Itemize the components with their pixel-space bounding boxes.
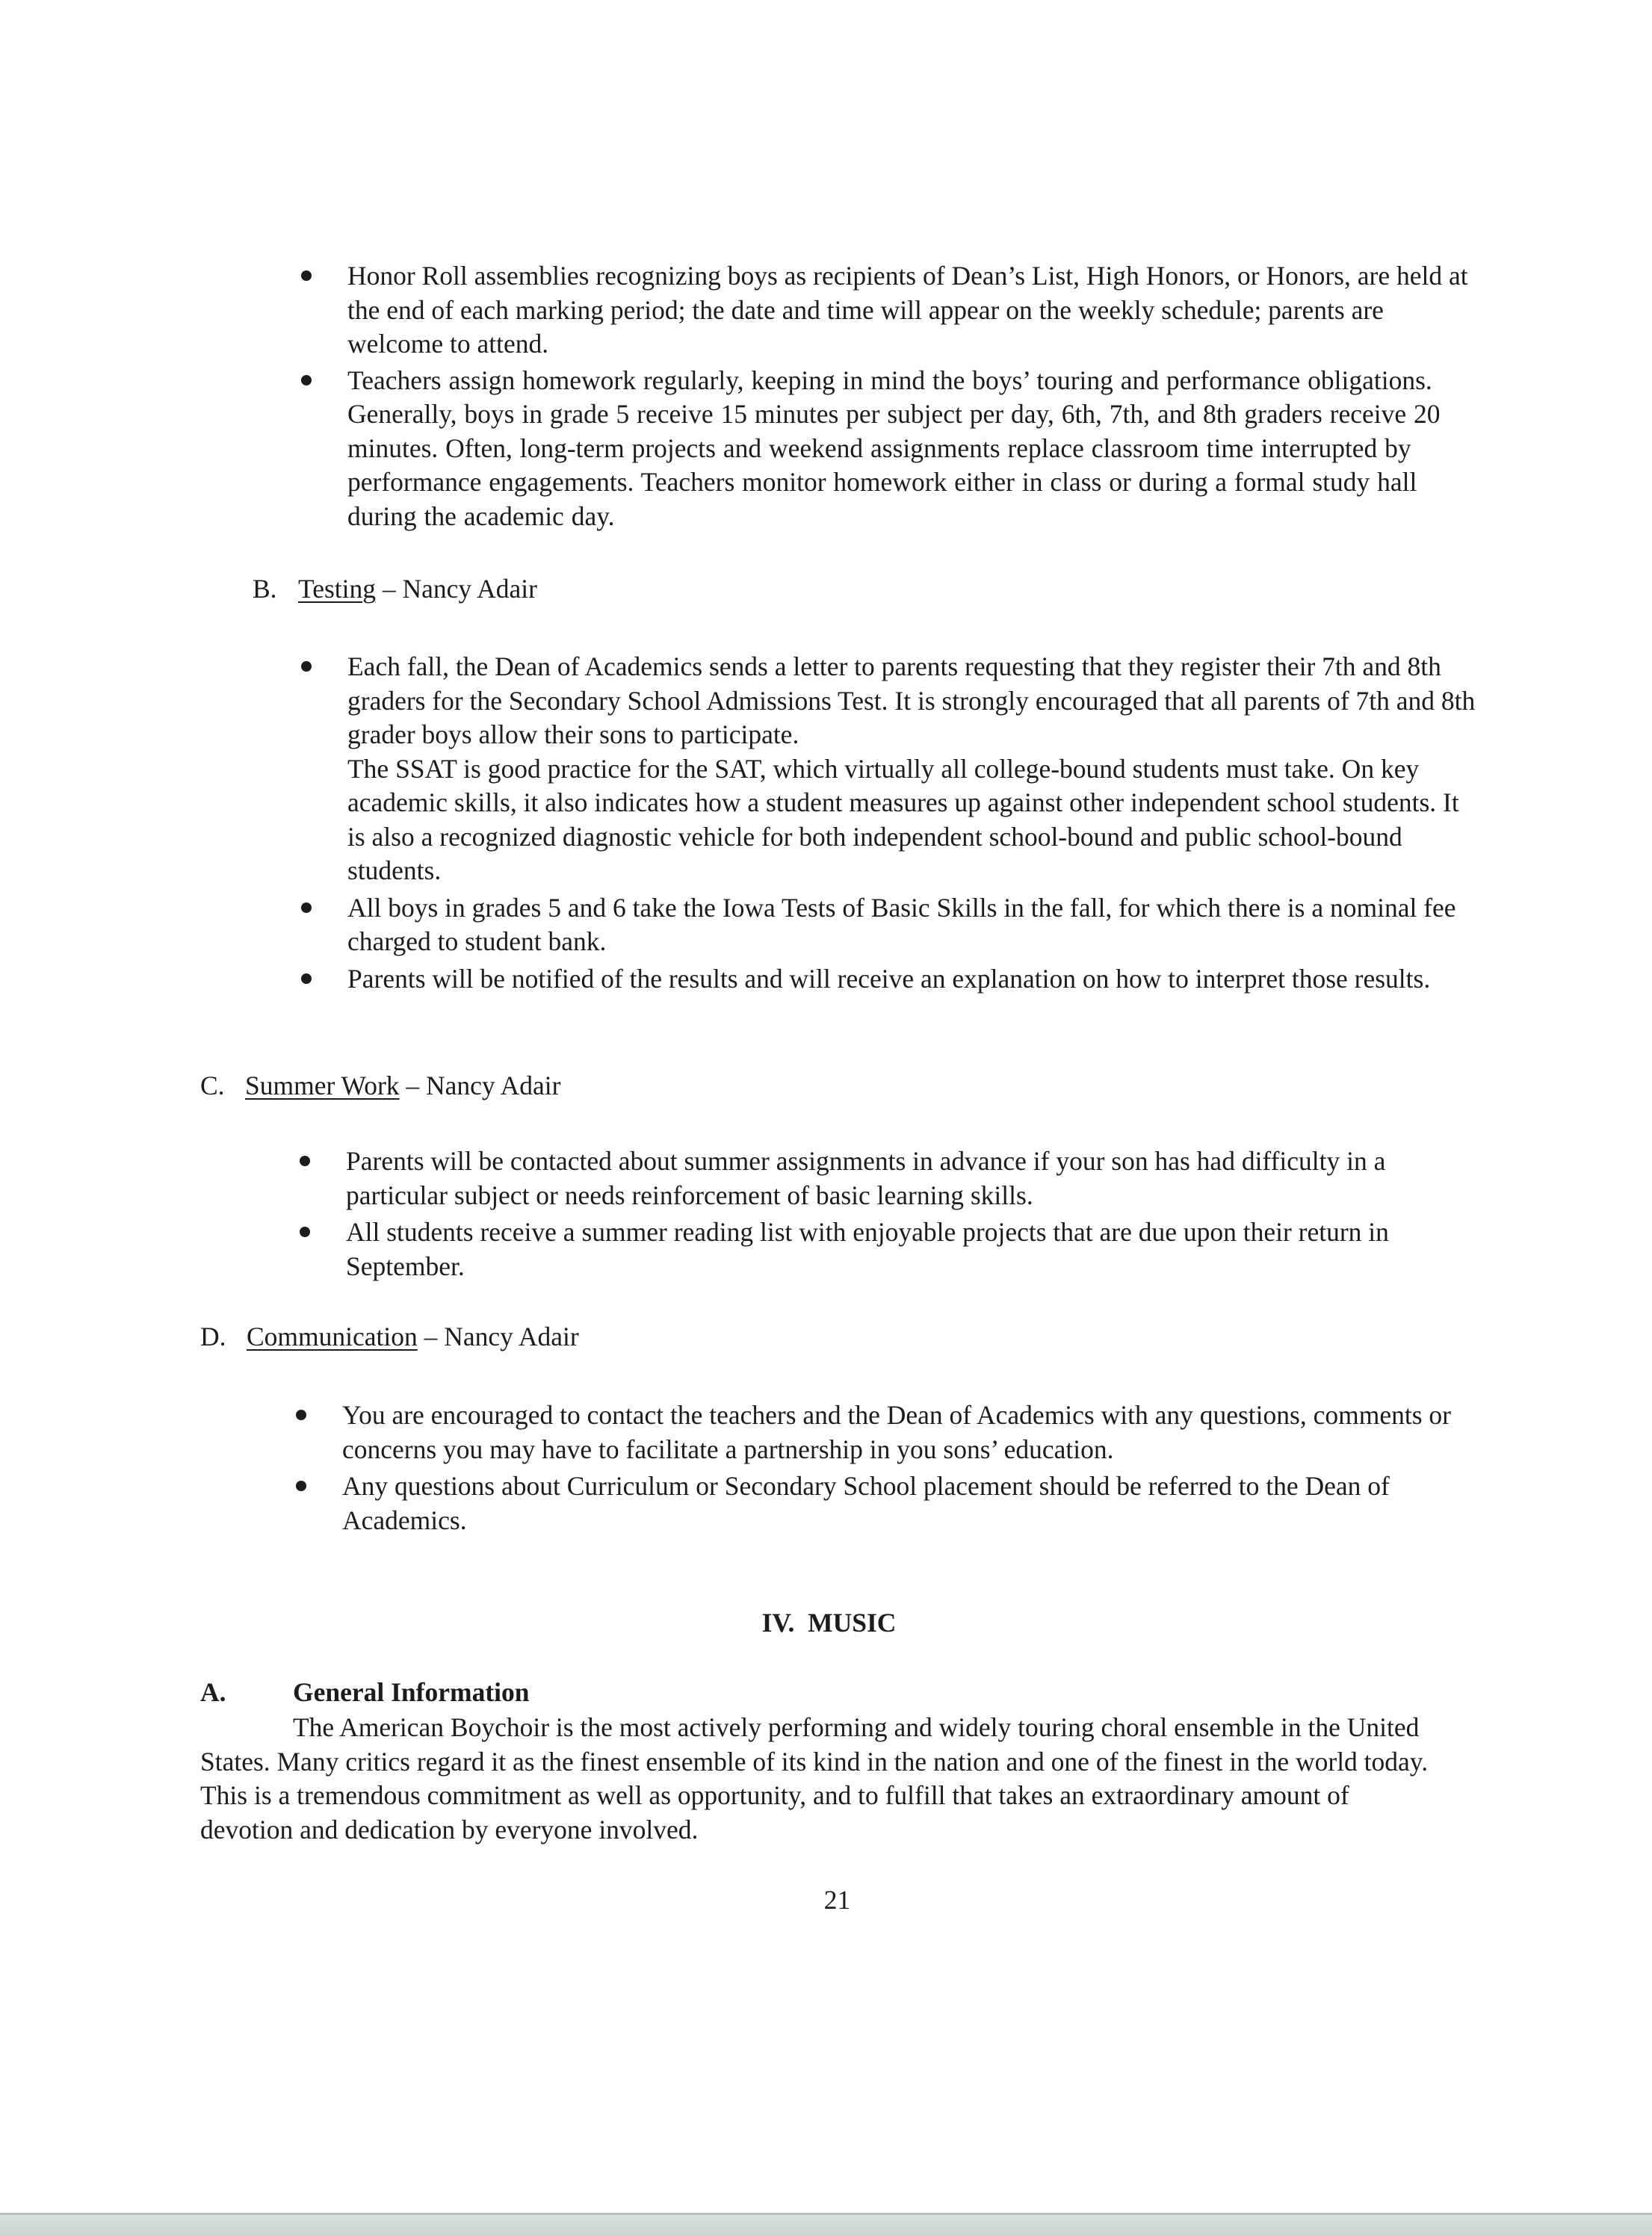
list-item: [346, 1215, 1467, 1283]
list-item-text: Each fall, the Dean of Academics sends a letter to parents requesting that they register their 7th and 8th graders for the Secondary School Admissions Test. It is strongly encouraged that all parents of 7th and 8th grader boys allow their sons to participate.: [347, 651, 1476, 749]
section-d-owner: – Nancy Adair: [417, 1322, 579, 1351]
list-item: [347, 962, 1479, 997]
bullet-icon: [301, 902, 312, 913]
list-item: [346, 1145, 1467, 1213]
section-c-heading: [200, 1069, 560, 1103]
music-paragraph-text: The American Boychoir is the most actively performing and widely touring choral ensemble in the United States. Many critics regard it as the finest ensemble of its kind in the nation and one of the finest in the world today. This is a tremendous commitment as well as opportunity, and to fulfill that takes an extraordinary amount of devotion and dedication by everyone involved.: [200, 1712, 1429, 1845]
section-b-heading: [253, 572, 537, 606]
list-item-text: Teachers assign homework regularly, keeping in mind the boys’ touring and performance obligations. Generally, boys in grade 5 receive 15 minutes per subject per day, 6th, 7th, and 8th graders receive 20 minutes. Often, long-term projects and weekend assignments replace classroom time interrupted by performance engagements. Teachers monitor homework either in class or during a formal study hall during the academic day.: [347, 365, 1441, 531]
bullet-icon: [301, 270, 312, 281]
list-item-text: All boys in grades 5 and 6 take the Iowa Tests of Basic Skills in the fall, for which there is a nominal fee charged to student bank.: [347, 892, 1456, 956]
list-item: [347, 891, 1479, 959]
section-c-bullets: [346, 1145, 1467, 1283]
list-item: [342, 1399, 1485, 1467]
general-info-title: General Information: [293, 1677, 530, 1707]
section-d-heading: [200, 1320, 579, 1354]
list-item: [342, 1469, 1485, 1537]
section-b-owner: – Nancy Adair: [376, 574, 537, 604]
bullet-icon: [301, 973, 312, 984]
section-d-title: Communication: [247, 1322, 418, 1351]
scan-edge-band: [0, 2215, 1652, 2236]
list-item-text: Any questions about Curriculum or Secondary School placement should be referred to the Dean of Academics.: [342, 1471, 1390, 1535]
list-item-text: All students receive a summer reading list with enjoyable projects that are due upon their return in September.: [346, 1217, 1389, 1281]
section-c-letter: C.: [200, 1071, 225, 1100]
music-paragraph: [200, 1711, 1429, 1847]
bullet-icon: [301, 375, 312, 385]
page-number: 21: [823, 1885, 851, 1915]
list-item: [347, 364, 1476, 534]
section-b-bullets: [347, 650, 1479, 996]
section-d-letter: D.: [200, 1322, 226, 1351]
ssat-note: The SSAT is good practice for the SAT, which virtually all college-bound students must take. On key academic skills, it also indicates how a student measures up against other independent school students. It is also a recognized diagnostic vehicle for both independent school-bound and public school-bound students.: [347, 753, 1459, 885]
bullet-icon: [300, 1227, 310, 1237]
section-c-title: Summer Work: [245, 1071, 400, 1100]
music-heading: IV. MUSIC: [761, 1608, 897, 1638]
section-b-letter: B.: [253, 574, 277, 604]
list-item-text: Parents will be contacted about summer assignments in advance if your son has had difficulty in a particular subject or needs reinforcement of basic learning skills.: [346, 1146, 1386, 1210]
section-c-owner: – Nancy Adair: [399, 1071, 561, 1100]
section-d-bullets: [342, 1399, 1485, 1537]
bullet-icon: [296, 1481, 306, 1491]
bullet-icon: [301, 661, 312, 672]
list-item-text: Honor Roll assemblies recognizing boys as recipients of Dean’s List, High Honors, or Honors, are held at the end of each marking period; the date and time will appear on the weekly schedule; parents are welcome to attend.: [347, 261, 1468, 359]
list-item: [347, 259, 1476, 362]
section-a-bullets: [347, 259, 1476, 533]
list-item-text: You are encouraged to contact the teachers and the Dean of Academics with any questions, comments or concerns you may have to facilitate a partnership in you sons’ education.: [342, 1400, 1451, 1464]
bullet-icon: [300, 1156, 310, 1166]
list-item-text: Parents will be notified of the results and will receive an explanation on how to interpret those results.: [347, 963, 1431, 994]
list-item: [347, 650, 1479, 888]
bullet-icon: [296, 1410, 306, 1420]
section-b-title: Testing: [298, 574, 377, 604]
general-info-heading: [200, 1676, 530, 1709]
general-info-letter: A.: [200, 1677, 226, 1707]
